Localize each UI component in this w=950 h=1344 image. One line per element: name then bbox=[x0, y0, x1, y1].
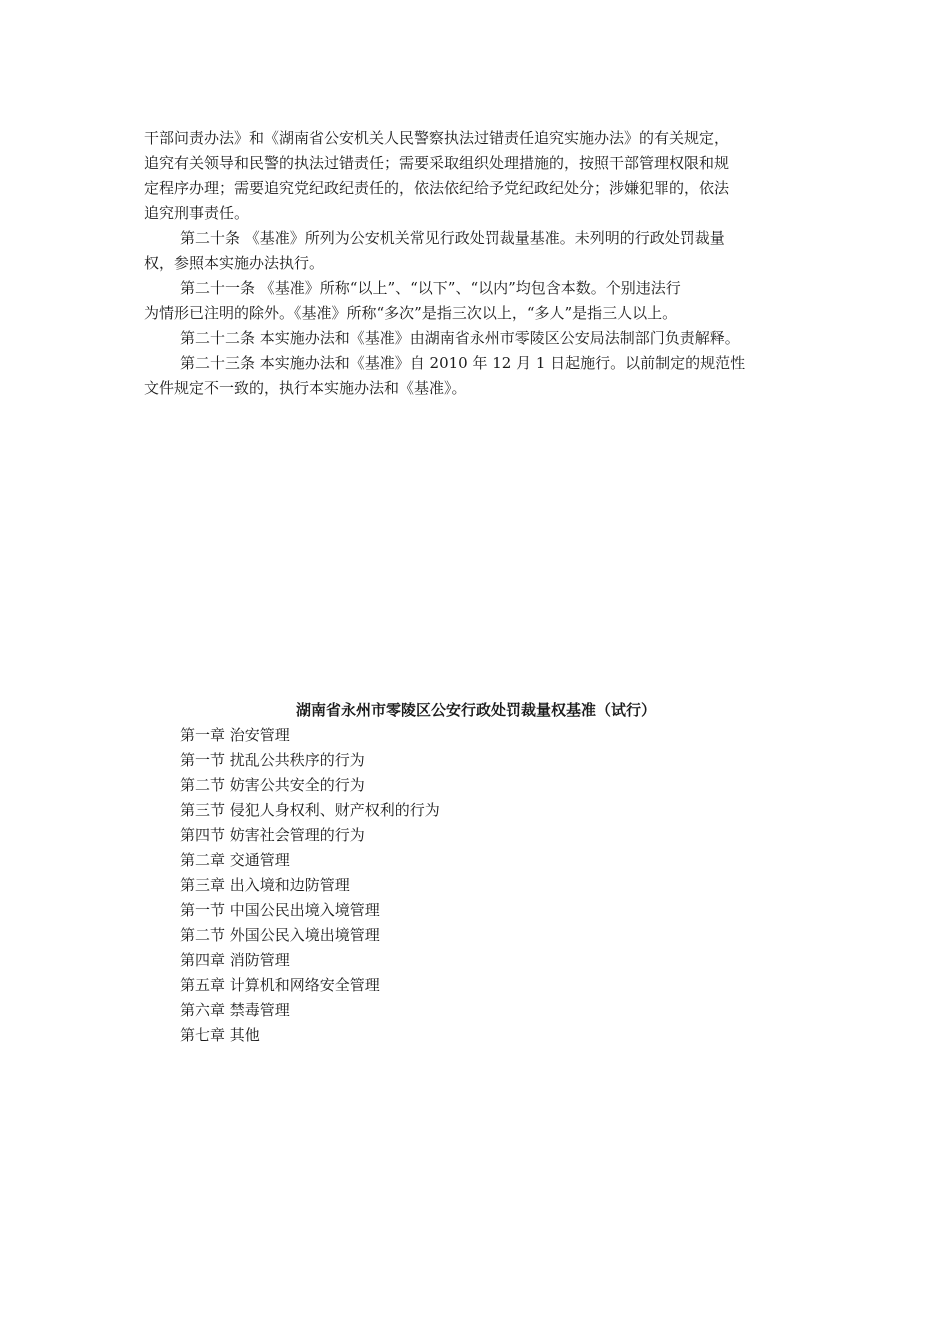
article-21-continued: 为情形已注明的除外。《基准》所称“多次”是指三次以上，“多人”是指三人以上。 bbox=[144, 304, 678, 322]
regulation-articles bbox=[144, 126, 808, 401]
toc-item: 第七章 其他 bbox=[180, 1026, 260, 1044]
article-continuation-line: 追究有关领导和民警的执法过错责任；需要采取组织处理措施的，按照干部管理权限和规 bbox=[144, 154, 730, 172]
article-continuation-line: 定程序办理；需要追究党纪政纪责任的，依法依纪给予党纪政纪处分；涉嫌犯罪的，依法 bbox=[144, 179, 730, 197]
toc-item: 第三章 出入境和边防管理 bbox=[180, 876, 350, 894]
article-22: 第二十二条 本实施办法和《基准》由湖南省永州市零陵区公安局法制部门负责解释。 bbox=[180, 329, 740, 347]
article-20-continued: 权，参照本实施办法执行。 bbox=[144, 254, 325, 272]
toc-item: 第二节 妨害公共安全的行为 bbox=[180, 776, 365, 794]
table-of-contents bbox=[144, 698, 808, 1048]
toc-item: 第三节 侵犯人身权利、财产权利的行为 bbox=[180, 801, 440, 819]
toc-item: 第六章 禁毒管理 bbox=[180, 1001, 290, 1019]
toc-item: 第二章 交通管理 bbox=[180, 851, 290, 869]
article-20: 第二十条 《基准》所列为公安机关常见行政处罚裁量基准。未列明的行政处罚裁量 bbox=[180, 229, 725, 247]
article-23: 第二十三条 本实施办法和《基准》自 2010 年 12 月 1 日起施行。以前制定的规范性 bbox=[180, 354, 746, 372]
toc-item: 第二节 外国公民入境出境管理 bbox=[180, 926, 380, 944]
article-continuation-line: 干部问责办法》和《湖南省公安机关人民警察执法过错责任追究实施办法》的有关规定， bbox=[144, 129, 730, 147]
toc-item: 第一节 中国公民出境入境管理 bbox=[180, 901, 380, 919]
toc-item: 第一章 治安管理 bbox=[180, 726, 290, 744]
article-23-continued: 文件规定不一致的，执行本实施办法和《基准》。 bbox=[144, 379, 467, 397]
toc-item: 第一节 扰乱公共秩序的行为 bbox=[180, 751, 365, 769]
toc-item: 第四章 消防管理 bbox=[180, 951, 290, 969]
article-21: 第二十一条 《基准》所称“以上”、“以下”、“以内”均包含本数。个别违法行 bbox=[180, 279, 681, 297]
toc-item: 第五章 计算机和网络安全管理 bbox=[180, 976, 380, 994]
toc-title: 湖南省永州市零陵区公安行政处罚裁量权基准（试行） bbox=[295, 701, 656, 719]
toc-item: 第四节 妨害社会管理的行为 bbox=[180, 826, 365, 844]
article-continuation-line: 追究刑事责任。 bbox=[144, 204, 250, 222]
